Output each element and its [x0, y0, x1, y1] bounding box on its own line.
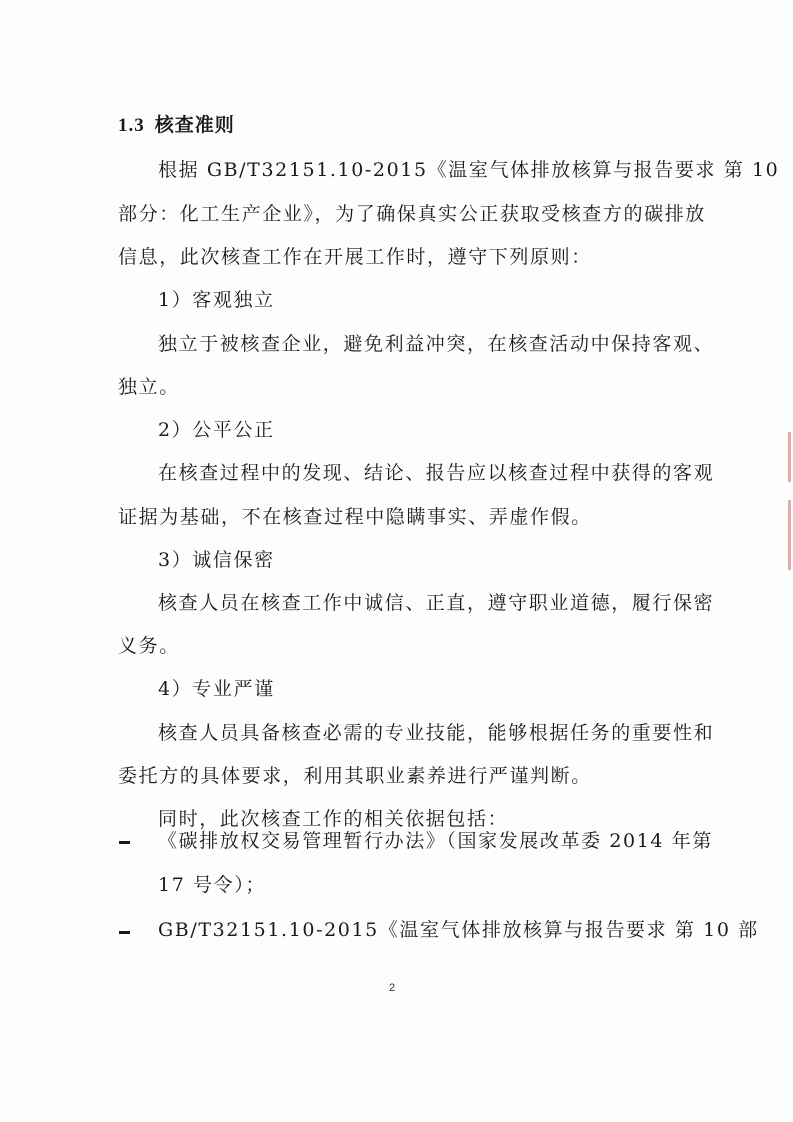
basis-intro: 同时，此次核查工作的相关依据包括：	[158, 808, 509, 830]
principle-3-line-1: 核查人员在核查工作中诚信、正直，遵守职业道德，履行保密	[158, 592, 715, 614]
principle-2-title: 2）公平公正	[158, 419, 275, 441]
basis-item-2-line-1: GB/T32151.10-2015《温室气体排放核算与报告要求 第 10 部	[158, 919, 759, 941]
section-title: 核查准则	[154, 114, 235, 136]
edge-seal-mark	[788, 432, 791, 482]
basis-item-1-line-2: 17 号令）；	[158, 874, 266, 896]
principle-4-line-2: 委托方的具体要求，利用其职业素养进行严谨判断。	[118, 765, 592, 787]
principle-3-line-2: 义务。	[118, 635, 180, 657]
list-bullet-dash	[119, 931, 130, 934]
intro-line-2: 部分：化工生产企业》，为了确保真实公正获取受核查方的碳排放	[118, 203, 706, 225]
principle-2-line-2: 证据为基础，不在核查过程中隐瞒事实、弄虚作假。	[118, 506, 592, 528]
principle-3-title: 3）诚信保密	[158, 549, 275, 571]
list-bullet-dash	[119, 841, 130, 844]
section-number: 1.3	[118, 115, 145, 136]
principle-2-line-1: 在核查过程中的发现、结论、报告应以核查过程中获得的客观	[158, 462, 715, 484]
principle-1-line-1: 独立于被核查企业，避免利益冲突，在核查活动中保持客观、	[158, 333, 715, 355]
principle-1-title: 1）客观独立	[158, 289, 275, 311]
page-number: 2	[389, 982, 396, 994]
section-heading	[118, 113, 235, 138]
principle-4-title: 4）专业严谨	[158, 678, 275, 700]
edge-seal-mark	[788, 500, 791, 570]
basis-item-1-line-1: 《碳排放权交易管理暂行办法》（国家发展改革委 2014 年第	[158, 830, 713, 852]
principle-4-line-1: 核查人员具备核查必需的专业技能，能够根据任务的重要性和	[158, 722, 715, 744]
intro-line-1: 根据 GB/T32151.10-2015《温室气体排放核算与报告要求 第 10	[158, 159, 780, 181]
principle-1-line-2: 独立。	[118, 376, 180, 398]
intro-line-3: 信息，此次核查工作在开展工作时，遵守下列原则：	[118, 246, 592, 268]
